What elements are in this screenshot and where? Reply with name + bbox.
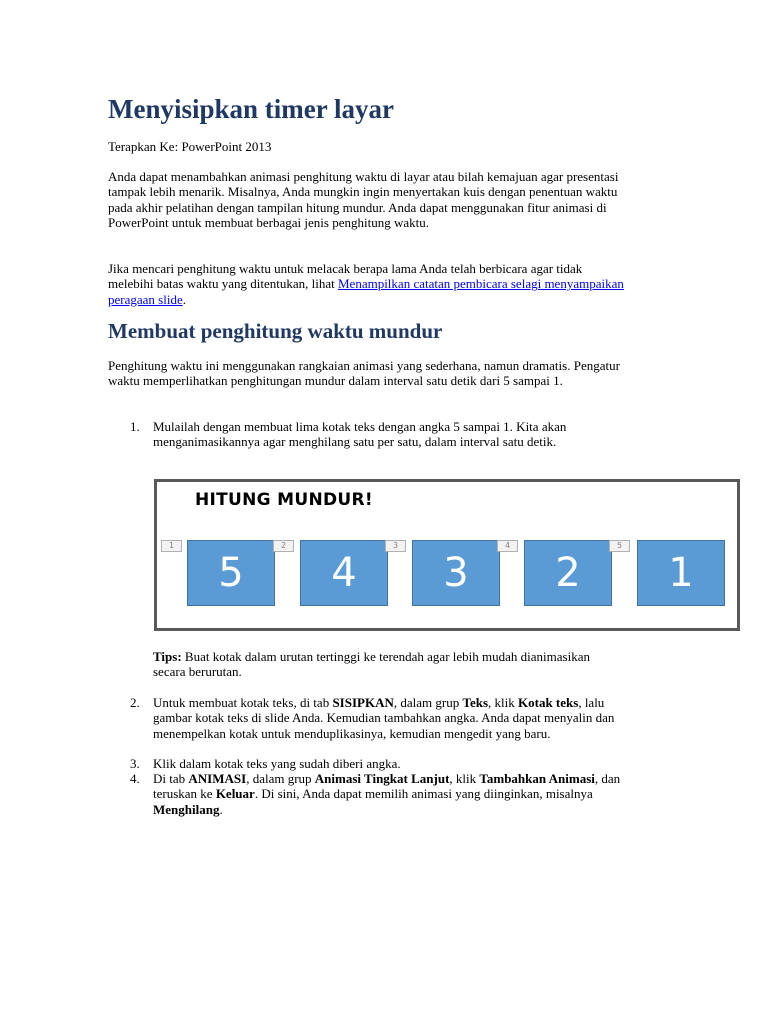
bold-term: Tambahkan Animasi [479,771,595,786]
list-item-number: 3. [130,756,140,771]
list-item-number: 2. [130,695,140,710]
list-item-text [153,695,623,741]
text-run: . Di sini, Anda dapat memilih animasi yang diinginkan, misalnya [254,786,593,802]
tips-note [153,649,623,680]
animation-order-tag: 5 [609,540,630,552]
intro-paragraph: Anda dapat menambahkan animasi penghitung waktu di layar atau bilah kemajuan agar presentasi tampak lebih menarik. Misalnya, Anda mungkin ingin menyertakan kuis dengan penentuan waktu pada akhir pelatihan dengan tampilan hitung mundur. Anda dapat menggunakan fitur animasi di PowerPoint untuk membuat berbagai jenis penghitung waktu. [108,169,619,231]
animation-order-tag: 3 [385,540,406,552]
text-run: , klik [488,695,518,710]
text-run: , dalam grup [246,771,315,786]
section-heading: Membuat penghitung waktu mundur [108,319,443,343]
list-item-text: Klik dalam kotak teks yang sudah diberi angka. [153,756,401,771]
list-item-text: Mulailah dengan membuat lima kotak teks dengan angka 5 sampai 1. Kita akan menganimasikannya agar menghilang satu per satu, dalam interval satu detik. [153,419,567,450]
list-item-number: 4. [130,771,140,786]
bold-term: Keluar [215,786,255,802]
page-title: Menyisipkan timer layar [108,94,394,124]
text-run: Untuk membuat kotak teks, di tab [153,695,333,710]
text-run: , lalu gambar kotak teks di slide Anda. Kemudian tambahkan angka. Anda dapat menyalin dan menempelkan kotak untuk menduplikasinya, kemudian mengedit yang baru. [153,695,615,741]
countdown-box-1: 1 [637,540,725,606]
bold-term: Menghilang [153,801,220,817]
applies-to: Terapkan Ke: PowerPoint 2013 [108,139,272,154]
tips-label: Tips: [153,649,182,664]
speaker-notes-link[interactable]: Menampilkan catatan pembicara selagi menyampaikan peragaan slide [108,276,624,307]
countdown-box-4: 4 [300,540,388,606]
list-item-text [153,771,623,817]
animation-order-tag: 1 [161,540,182,552]
slide-heading: HITUNG MUNDUR! [195,490,373,510]
countdown-box-3: 3 [412,540,500,606]
countdown-box-5: 5 [187,540,275,606]
countdown-box-2: 2 [524,540,612,606]
section-paragraph: Penghitung waktu ini menggunakan rangkaian animasi yang sederhana, namun dramatis. Pengatur waktu memperlihatkan penghitungan mundur dalam interval satu detik dari 5 sampai 1. [108,358,620,389]
bold-term: ANIMASI [188,771,247,786]
list-item-number: 1. [130,419,140,434]
text-run: . [219,801,223,817]
countdown-slide-figure [154,479,740,631]
bold-term: Animasi Tingkat Lanjut [314,771,450,786]
text-run: Di tab [153,771,189,786]
link-paragraph-before: Jika mencari penghitung waktu untuk melacak berapa lama Anda telah berbicara agar tidak melebihi batas waktu yang ditentukan, lihat [108,261,583,292]
bold-term: Teks [462,695,489,710]
text-run: , klik [449,771,480,786]
link-paragraph [108,261,628,307]
bold-term: SISIPKAN [332,695,394,710]
link-paragraph-after: . [182,291,186,307]
animation-order-tag: 2 [273,540,294,552]
animation-order-tag: 4 [497,540,518,552]
tips-text: Buat kotak dalam urutan tertinggi ke terendah agar lebih mudah dianimasikan secara berurutan. [153,649,590,680]
text-run: , dalam grup [393,695,463,710]
bold-term: Kotak teks [518,695,579,710]
text-run: , dan teruskan ke [153,771,621,802]
